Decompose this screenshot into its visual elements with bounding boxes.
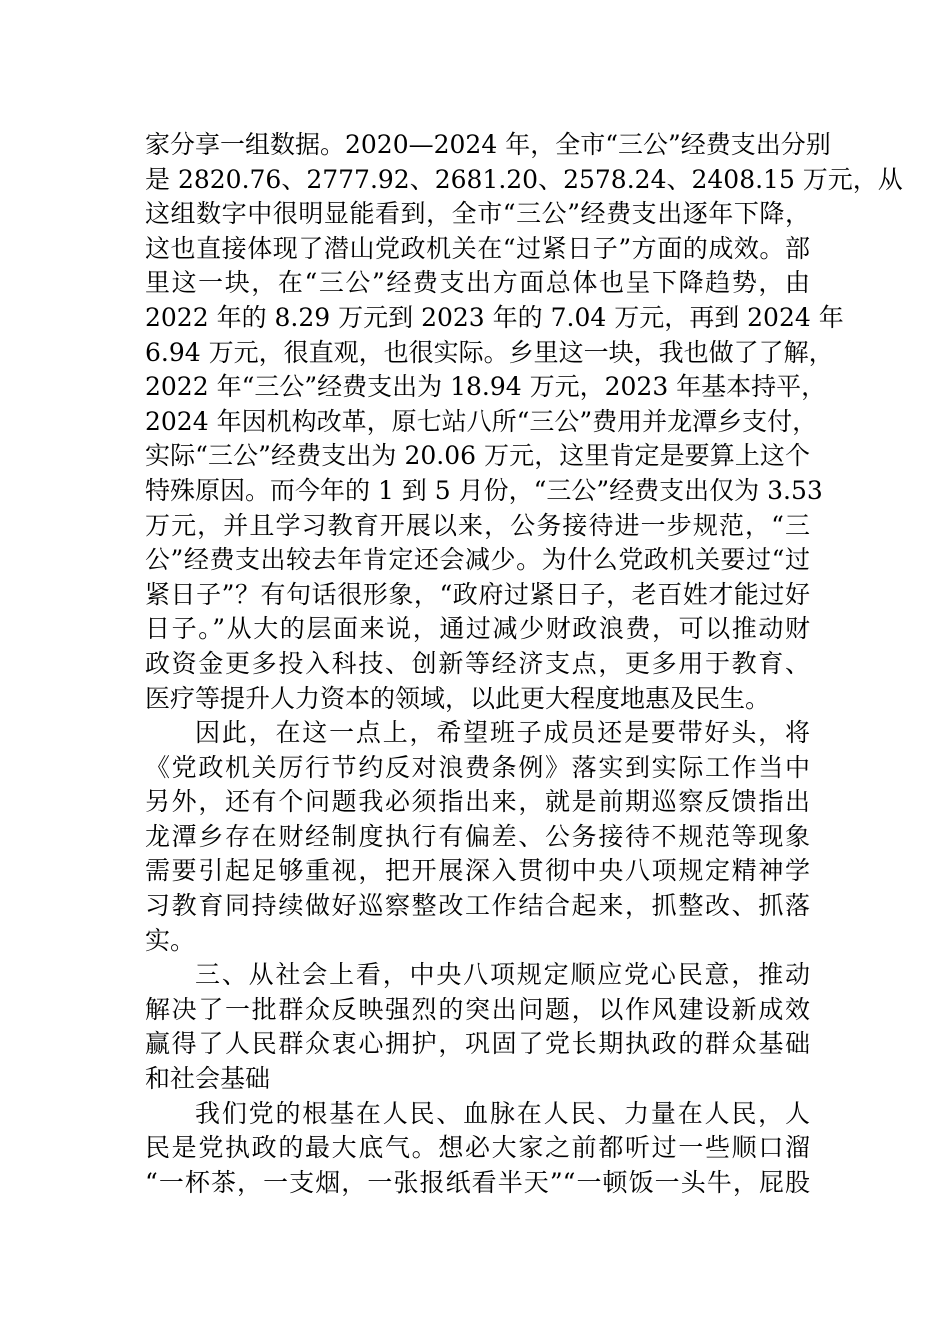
text-line: 里这一块，在“三公”经费支出方面总体也呈下降趋势，由 xyxy=(145,268,810,298)
text-line: 家分享一组数据。2020—2024 年，全市“三公”经费支出分别 xyxy=(145,130,831,159)
paragraph-statistics xyxy=(145,128,903,716)
paragraph-example xyxy=(145,716,810,958)
text-line: 习教育同持续做好巡察整改工作结合起来，抓整改、抓落 xyxy=(145,891,810,921)
text-line: 日子。”从大的层面来说，通过减少财政浪费，可以推动财 xyxy=(145,614,810,644)
text-line: 龙潭乡存在财经制度执行有偏差、公务接待不规范等现象 xyxy=(145,821,810,851)
heading-line: 三、从社会上看，中央八项规定顺应党心民意，推动 xyxy=(195,960,810,990)
heading-line: 赢得了人民群众衷心拥护，巩固了党长期执政的群众基础 xyxy=(145,1029,810,1059)
text-line: 这也直接体现了潜山党政机关在“过紧日子”方面的成效。部 xyxy=(145,233,810,263)
text-line: 实际“三公”经费支出为 20.06 万元，这里肯定是要算上这个 xyxy=(145,441,810,471)
text-line: 需要引起足够重视，把开展深入贯彻中央八项规定精神学 xyxy=(145,856,810,886)
heading-line: 和社会基础 xyxy=(145,1064,271,1094)
text-line: 民是党执政的最大底气。想必大家之前都听过一些顺口溜 xyxy=(145,1133,810,1163)
text-line: 实。 xyxy=(145,925,196,955)
text-line: 万元，并且学习教育开展以来，公务接待进一步规范，“三 xyxy=(145,510,810,540)
text-line: 特殊原因。而今年的 1 到 5 月份，“三公”经费支出仅为 3.53 xyxy=(145,475,823,505)
section-heading xyxy=(145,958,810,1096)
document-page xyxy=(145,128,903,1200)
text-line: 我们党的根基在人民、血脉在人民、力量在人民，人 xyxy=(195,1098,810,1128)
text-line: 6.94 万元，很直观，也很实际。乡里这一块，我也做了了解， xyxy=(145,337,834,367)
text-line: 公”经费支出较去年肯定还会减少。为什么党政机关要过“过 xyxy=(145,545,810,575)
text-line: 另外，还有个问题我必须指出来，就是前期巡察反馈指出 xyxy=(145,787,810,817)
paragraph-people xyxy=(145,1097,810,1201)
heading-line: 解决了一批群众反映强烈的突出问题，以作风建设新成效 xyxy=(145,994,810,1024)
text-line: 2024 年因机构改革，原七站八所“三公”费用并龙潭乡支付， xyxy=(145,406,818,436)
text-line: 2022 年的 8.29 万元到 2023 年的 7.04 万元，再到 2024 年 xyxy=(145,302,844,332)
text-line: 这组数字中很明显能看到，全市“三公”经费支出逐年下降， xyxy=(145,199,810,229)
text-line: 政资金更多投入科技、创新等经济支点，更多用于教育、 xyxy=(145,648,810,678)
text-line: 2022 年“三公”经费支出为 18.94 万元，2023 年基本持平， xyxy=(145,372,827,402)
text-line: 《党政机关厉行节约反对浪费条例》落实到实际工作当中 xyxy=(145,752,810,782)
text-line: 紧日子”？有句话很形象，“政府过紧日子，老百姓才能过好 xyxy=(145,579,810,609)
text-line: 是 2820.76、2777.92、2681.20、2578.24、2408.15 万元，从 xyxy=(145,164,903,194)
text-line: “一杯茶，一支烟，一张报纸看半天”“一顿饭一头牛，屁股 xyxy=(145,1167,810,1197)
text-line: 医疗等提升人力资本的领域，以此更大程度地惠及民生。 xyxy=(145,683,771,713)
text-line: 因此，在这一点上，希望班子成员还是要带好头，将 xyxy=(195,718,810,748)
